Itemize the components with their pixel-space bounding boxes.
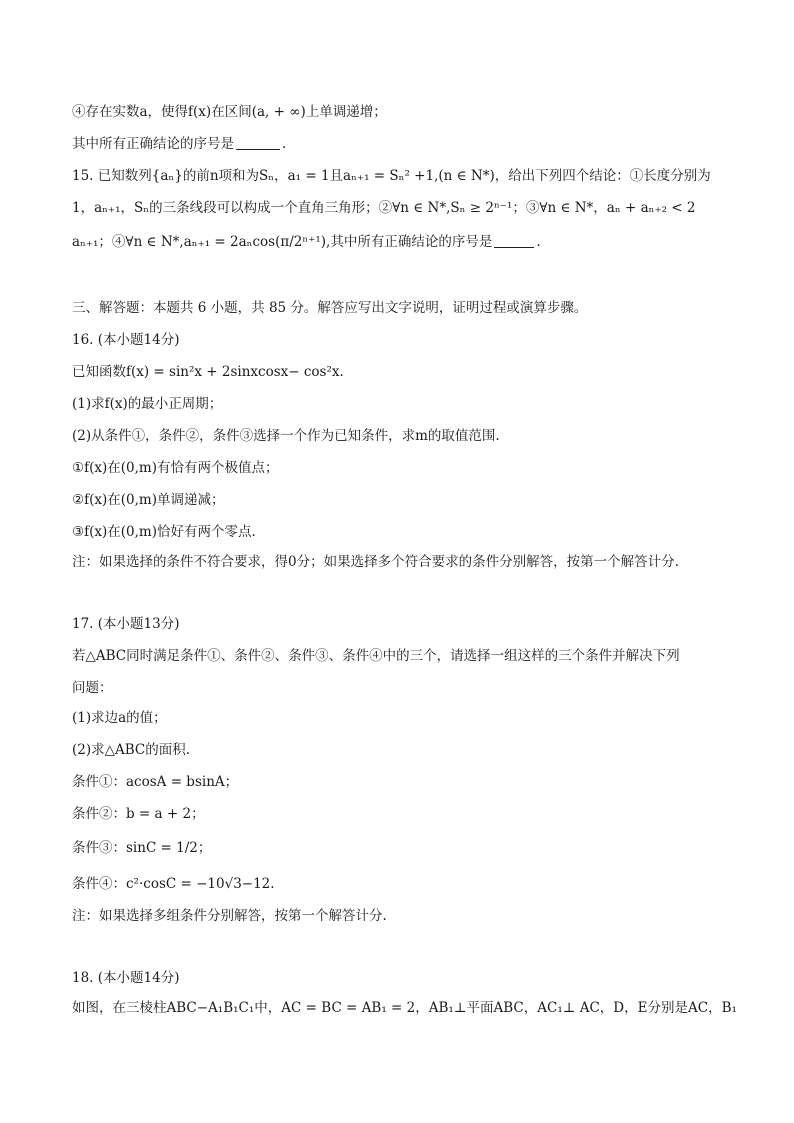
q17-part-1: (1)求边a的值； [72, 710, 167, 726]
section-title: 三、解答题：本题共 6 小题，共 85 分。解答应写出文字说明，证明过程或演算步骤。 [72, 300, 588, 316]
q15-line-1: 15. 已知数列{aₙ}的前n项和为Sₙ，a₁ = 1且aₙ₊₁ = Sₙ² +1,(n ∈ N*)，给出下列四个结论：①长度分别为 [72, 168, 711, 184]
q16-condition-1: ①f(x)在(0,m)有恰有两个极值点； [72, 460, 279, 476]
q15-line-2: 1，aₙ₊₁，Sₙ的三条线段可以构成一个直角三角形；②∀n ∈ N*,Sₙ ≥ 2ⁿ⁻¹；③∀n ∈ N*，aₙ + aₙ₊₂ < 2 [72, 200, 696, 216]
q16-note: 注：如果选择的条件不符合要求，得0分；如果选择多个符合要求的条件分别解答，按第一个解答计分. [72, 554, 679, 570]
q17-stem-1: 若△ABC同时满足条件①、条件②、条件③、条件④中的三个，请选择一组这样的三个条件并解决下列 [72, 648, 680, 664]
q15-line-3-end: . [536, 234, 541, 250]
q14-statement-4: ④存在实数a，使得f(x)在区间(a, + ∞)上单调递增； [72, 104, 387, 120]
q14-question-text: 其中所有正确结论的序号是 [72, 136, 234, 152]
q17-header: 17. (本小题13分) [72, 616, 180, 632]
q17-condition-3: 条件③：sinC = 1/2； [72, 840, 212, 856]
q17-part-2: (2)求△ABC的面积. [72, 742, 191, 758]
q18-stem: 如图，在三棱柱ABC−A₁B₁C₁中，AC = BC = AB₁ = 2，AB₁⊥平面ABC，AC₁⊥ AC，D，E分别是AC，B₁ [72, 1000, 737, 1016]
answer-blank [236, 135, 280, 150]
answer-blank [494, 233, 534, 248]
q16-condition-3: ③f(x)在(0,m)恰好有两个零点. [72, 524, 256, 540]
q16-part-1: (1)求f(x)的最小正周期； [72, 396, 223, 412]
q17-condition-4: 条件④：c²·cosC = −10√3−12. [72, 876, 275, 892]
q17-condition-2: 条件②：b = a + 2； [72, 806, 205, 822]
q18-header: 18. (本小题14分) [72, 970, 180, 986]
q17-stem-2: 问题： [72, 680, 113, 696]
q16-part-2: (2)从条件①，条件②，条件③选择一个作为已知条件，求m的取值范围. [72, 428, 500, 444]
q14-question-end: . [282, 136, 287, 152]
q14-question [72, 134, 286, 154]
q17-note: 注：如果选择多组条件分别解答，按第一个解答计分. [72, 908, 387, 924]
q15-line-3-text: aₙ₊₁；④∀n ∈ N*,aₙ₊₁ = 2aₙcos(π/2ⁿ⁺¹),其中所有正确结论的序号是 [72, 234, 493, 250]
q16-header: 16. (本小题14分) [72, 332, 180, 348]
q16-stem: 已知函数f(x) = sin²x + 2sinxcosx− cos²x. [72, 364, 344, 380]
q17-condition-1: 条件①：acosA = bsinA； [72, 774, 239, 790]
q16-condition-2: ②f(x)在(0,m)单调递减； [72, 492, 225, 508]
q15-line-3 [72, 232, 541, 252]
